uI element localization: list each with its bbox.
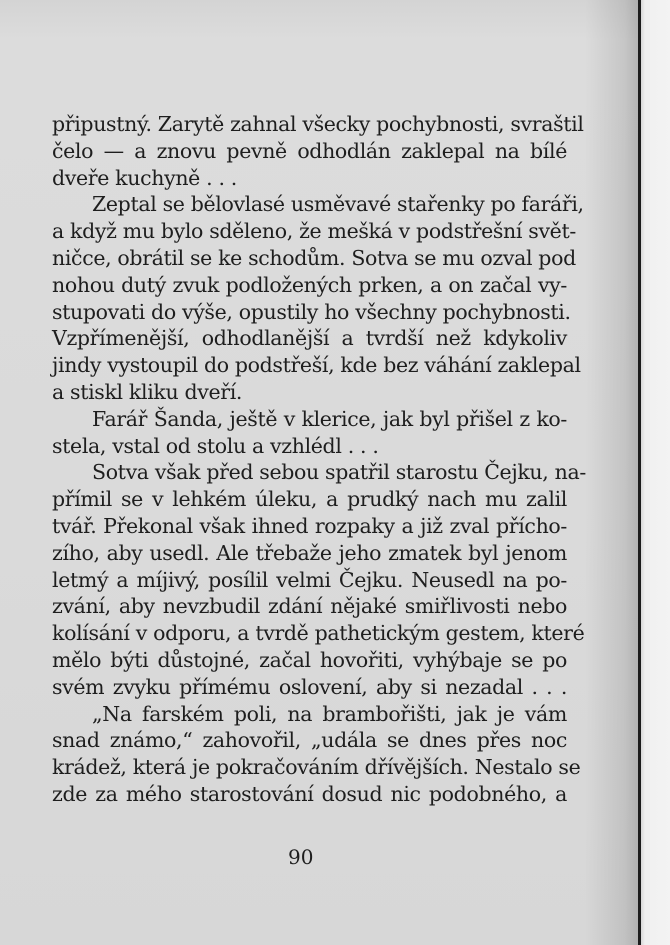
text-line: dveře kuchyně . . . xyxy=(52,165,237,190)
text-line: krádež, která je pokračováním dřívějších. Nestalo se xyxy=(52,755,581,780)
text-line: čelo — a znovu pevně odhodlán zaklepal na bílé xyxy=(52,138,567,163)
text-line: snad známo,“ zahovořil, „udála se dnes přes noc xyxy=(52,728,567,753)
text-line: svém zvyku přímému oslovení, aby si nezadal . . . xyxy=(52,674,567,699)
text-line: „Na farském poli, na brambořišti, jak je vám xyxy=(92,701,567,726)
text-line: jindy vystoupil do podstřeší, kde bez váhání zaklepal xyxy=(52,353,581,378)
text-line: Sotva však před sebou spatřil starostu Čejku, na- xyxy=(92,460,586,485)
text-line: ničce, obrátil se ke schodům. Sotva se mu ozval pod xyxy=(52,245,576,270)
text-line: mělo býti důstojné, začal hovořiti, vyhýbaje se po xyxy=(52,647,567,672)
adjacent-page-margin xyxy=(641,0,670,945)
page-body-text xyxy=(52,111,586,808)
text-line: zvání, aby nevzbudil zdání nějaké smiřlivosti nebo xyxy=(52,594,567,619)
text-line: nohou dutý zvuk podložených prken, a on začal vy- xyxy=(52,272,567,297)
page-number: 90 xyxy=(288,845,314,869)
text-line: Vzpřímenější, odhodlanější a tvrdší než kdykoliv xyxy=(52,326,567,351)
text-line: stupovati do výše, opustily ho všechny pochybnosti. xyxy=(52,299,571,324)
text-line: Farář Šanda, ještě v klerice, jak byl přišel z ko- xyxy=(92,406,567,431)
text-line: kolísání v odporu, a tvrdě pathetickým gestem, které xyxy=(52,621,585,646)
text-line: zího, aby usedl. Ale třebaže jeho zmatek byl jenom xyxy=(52,540,567,565)
text-line: zde za mého starostování dosud nic podobného, a xyxy=(52,781,567,806)
text-line: letmý a míjivý, posílil velmi Čejku. Neusedl na po- xyxy=(52,567,567,592)
text-line: a když mu bylo sděleno, že mešká v podstřešní svět- xyxy=(52,219,576,244)
text-line: přímil se v lehkém úleku, a prudký nach mu zalil xyxy=(52,487,567,512)
text-line: a stiskl kliku dveří. xyxy=(52,379,243,404)
text-line: připustný. Zarytě zahnal všecky pochybnosti, svraštil xyxy=(52,112,584,136)
text-line: tvář. Překonal však ihned rozpaky a již zval přícho- xyxy=(52,513,567,538)
text-line: Zeptal se bělovlasé usměvavé stařenky po faráři, xyxy=(92,192,584,217)
text-line: stela, vstal od stolu a vzhlédl . . . xyxy=(52,433,379,458)
